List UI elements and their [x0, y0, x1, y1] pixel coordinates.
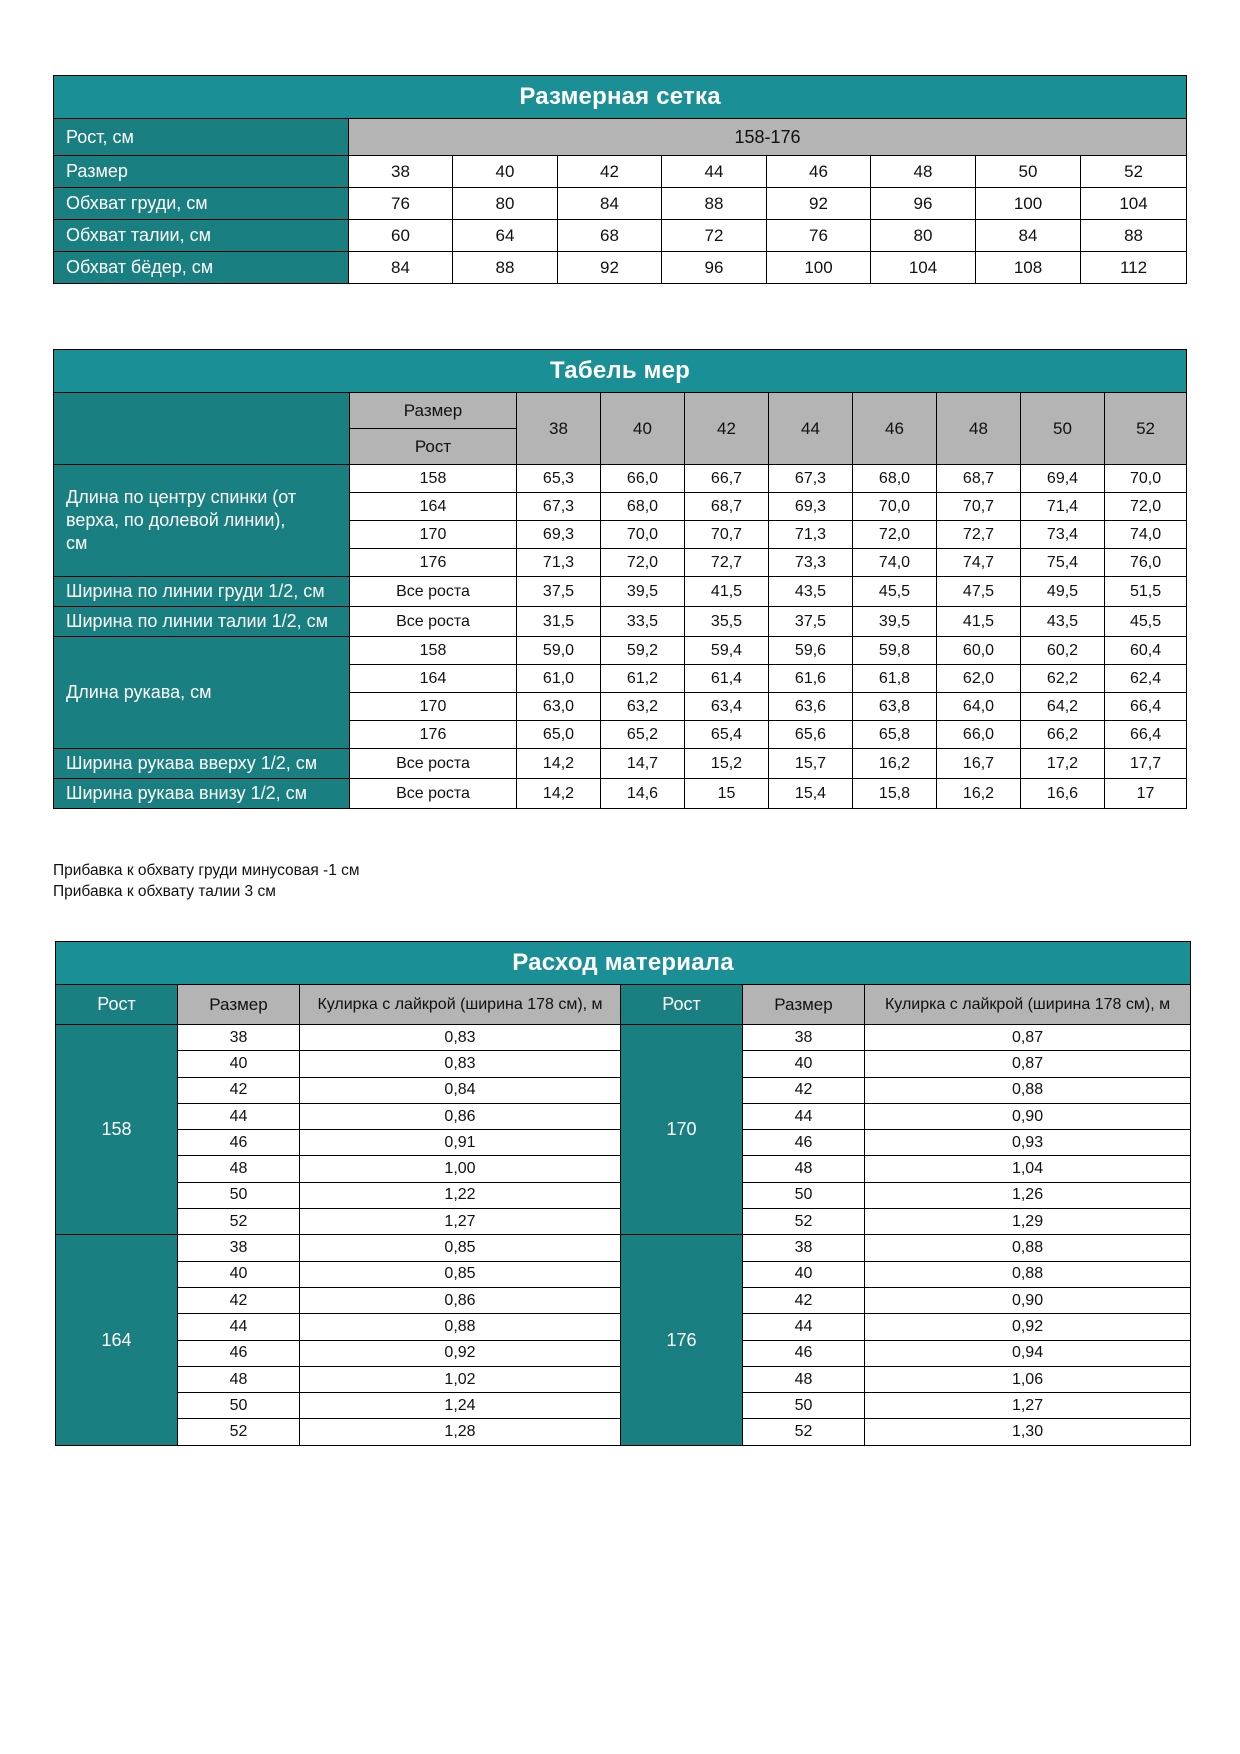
measurements-value-cell: 65,6 [769, 721, 853, 749]
size-chart-cell: 100 [767, 252, 871, 284]
measurements-value-cell: 63,8 [853, 693, 937, 721]
measurements-value-cell: 71,3 [517, 549, 601, 577]
measurements-height-cell: 164 [350, 665, 517, 693]
fabric-size-left: 46 [178, 1130, 300, 1156]
measurements-value-cell: 72,0 [1105, 493, 1187, 521]
fabric-size-left: 40 [178, 1051, 300, 1077]
fabric-value-right: 0,92 [865, 1314, 1191, 1340]
measurements-value-cell: 69,3 [769, 493, 853, 521]
measurements-height-cell: 158 [350, 637, 517, 665]
measurements-height-cell: Все роста [350, 577, 517, 607]
measurements-value-cell: 68,7 [937, 465, 1021, 493]
measurements-value-cell: 73,4 [1021, 521, 1105, 549]
size-chart-cell: 40 [453, 156, 558, 188]
measurements-value-cell: 47,5 [937, 577, 1021, 607]
fabric-value-left: 0,85 [300, 1235, 621, 1261]
size-chart-cell: 60 [349, 220, 453, 252]
measurements-size-header: 42 [685, 393, 769, 465]
size-chart-cell: 64 [453, 220, 558, 252]
measurements-height-cell: Все роста [350, 749, 517, 779]
measurements-value-cell: 65,3 [517, 465, 601, 493]
measurements-size-header: 44 [769, 393, 853, 465]
measurements-value-cell: 66,0 [601, 465, 685, 493]
measurements-value-cell: 66,4 [1105, 693, 1187, 721]
fabric-value-left: 1,27 [300, 1209, 621, 1235]
fabric-size-right: 44 [743, 1314, 865, 1340]
size-chart-cell: 100 [976, 188, 1081, 220]
measurements-value-cell: 17 [1105, 779, 1187, 809]
fabric-size-left: 42 [178, 1077, 300, 1103]
fabric-size-left: 44 [178, 1103, 300, 1129]
fabric-value-right: 0,87 [865, 1025, 1191, 1051]
measurements-value-cell: 15,2 [685, 749, 769, 779]
measurements-value-cell: 61,8 [853, 665, 937, 693]
measurements-value-cell: 70,0 [853, 493, 937, 521]
measurements-size-header: 38 [517, 393, 601, 465]
size-chart-title: Размерная сетка [54, 76, 1187, 119]
fabric-value-left: 1,02 [300, 1366, 621, 1392]
size-chart-cell: 112 [1081, 252, 1187, 284]
measurements-row-label: Ширина по линии груди 1/2, см [54, 577, 350, 607]
measurements-value-cell: 59,6 [769, 637, 853, 665]
fabric-size-right: 38 [743, 1235, 865, 1261]
size-chart-cell: 88 [453, 252, 558, 284]
measurements-value-cell: 66,4 [1105, 721, 1187, 749]
fabric-header-material-left: Кулирка с лайкрой (ширина 178 см), м [300, 985, 621, 1025]
measurements-row [54, 465, 1187, 493]
fabric-value-left: 1,00 [300, 1156, 621, 1182]
size-chart-table [53, 75, 1187, 284]
fabric-value-right: 0,88 [865, 1235, 1191, 1261]
fabric-value-left: 0,86 [300, 1103, 621, 1129]
measurements-value-cell: 16,2 [853, 749, 937, 779]
size-chart-cell: 48 [871, 156, 976, 188]
measurements-size-header: 52 [1105, 393, 1187, 465]
measurements-row [54, 637, 1187, 665]
measurements-height-cell: 176 [350, 721, 517, 749]
measurements-value-cell: 41,5 [937, 607, 1021, 637]
fabric-value-left: 0,86 [300, 1287, 621, 1313]
measurements-title: Табель мер [54, 350, 1187, 393]
fabric-value-right: 0,93 [865, 1130, 1191, 1156]
measurements-value-cell: 64,2 [1021, 693, 1105, 721]
measurements-value-cell: 43,5 [1021, 607, 1105, 637]
measurements-value-cell: 74,0 [853, 549, 937, 577]
fabric-size-left: 50 [178, 1182, 300, 1208]
measurements-row-label: Длина по центру спинки (от верха, по долевой линии), см [54, 465, 350, 577]
height-range: 158-176 [349, 119, 1187, 156]
fabric-size-right: 46 [743, 1130, 865, 1156]
measurements-value-cell: 75,4 [1021, 549, 1105, 577]
measurements-value-cell: 59,2 [601, 637, 685, 665]
measurements-value-cell: 63,6 [769, 693, 853, 721]
measurements-value-cell: 39,5 [601, 577, 685, 607]
measurements-value-cell: 72,0 [853, 521, 937, 549]
fabric-size-right: 44 [743, 1103, 865, 1129]
fabric-value-right: 0,87 [865, 1051, 1191, 1077]
fabric-size-right: 52 [743, 1419, 865, 1445]
size-chart-row [54, 220, 1187, 252]
fabric-value-right: 1,30 [865, 1419, 1191, 1445]
fabric-header-material-right: Кулирка с лайкрой (ширина 178 см), м [865, 985, 1191, 1025]
measurements-size-header: 50 [1021, 393, 1105, 465]
fabric-size-right: 50 [743, 1182, 865, 1208]
measurements-corner [54, 393, 350, 465]
fabric-value-right: 1,27 [865, 1393, 1191, 1419]
size-chart-cell: 52 [1081, 156, 1187, 188]
measurements-value-cell: 61,6 [769, 665, 853, 693]
measurements-row [54, 607, 1187, 637]
fabric-value-right: 0,90 [865, 1287, 1191, 1313]
measurements-value-cell: 69,4 [1021, 465, 1105, 493]
fabric-size-left: 52 [178, 1419, 300, 1445]
fabric-value-left: 0,84 [300, 1077, 621, 1103]
measurements-value-cell: 61,2 [601, 665, 685, 693]
fabric-value-right: 0,94 [865, 1340, 1191, 1366]
size-chart-cell: 50 [976, 156, 1081, 188]
size-chart-cell: 104 [871, 252, 976, 284]
measurements-value-cell: 72,0 [601, 549, 685, 577]
fabric-header-size-left: Размер [178, 985, 300, 1025]
measurements-value-cell: 66,0 [937, 721, 1021, 749]
size-chart-cell: 92 [767, 188, 871, 220]
measurements-value-cell: 67,3 [769, 465, 853, 493]
measurements-value-cell: 39,5 [853, 607, 937, 637]
fabric-size-left: 52 [178, 1209, 300, 1235]
size-chart-cell: 42 [558, 156, 662, 188]
measurements-value-cell: 17,7 [1105, 749, 1187, 779]
fabric-size-left: 40 [178, 1261, 300, 1287]
measurements-value-cell: 71,4 [1021, 493, 1105, 521]
size-chart-cell: 38 [349, 156, 453, 188]
measurements-value-cell: 76,0 [1105, 549, 1187, 577]
size-chart-cell: 84 [976, 220, 1081, 252]
fabric-consumption-table [55, 941, 1191, 1446]
size-chart-cell: 44 [662, 156, 767, 188]
measurements-row [54, 577, 1187, 607]
measurements-value-cell: 59,4 [685, 637, 769, 665]
fabric-size-right: 40 [743, 1261, 865, 1287]
size-chart-cell: 92 [558, 252, 662, 284]
fabric-value-right: 0,88 [865, 1261, 1191, 1287]
measurements-value-cell: 37,5 [769, 607, 853, 637]
measurements-value-cell: 69,3 [517, 521, 601, 549]
fabric-row [56, 1025, 1191, 1051]
measurements-value-cell: 70,7 [685, 521, 769, 549]
measurements-value-cell: 62,2 [1021, 665, 1105, 693]
measurements-value-cell: 59,8 [853, 637, 937, 665]
measurements-value-cell: 65,2 [601, 721, 685, 749]
size-chart-row-label: Обхват талии, см [54, 220, 349, 252]
measurements-value-cell: 15 [685, 779, 769, 809]
measurements-value-cell: 62,0 [937, 665, 1021, 693]
measurements-value-cell: 74,0 [1105, 521, 1187, 549]
fabric-size-right: 52 [743, 1209, 865, 1235]
size-chart-cell: 108 [976, 252, 1081, 284]
measurements-value-cell: 14,2 [517, 749, 601, 779]
measurements-value-cell: 31,5 [517, 607, 601, 637]
fabric-size-left: 48 [178, 1366, 300, 1392]
measurements-height-cell: 164 [350, 493, 517, 521]
measurements-value-cell: 68,0 [601, 493, 685, 521]
measurements-value-cell: 60,4 [1105, 637, 1187, 665]
measurements-value-cell: 63,4 [685, 693, 769, 721]
measurements-value-cell: 68,0 [853, 465, 937, 493]
measurements-value-cell: 16,7 [937, 749, 1021, 779]
size-chart-row [54, 188, 1187, 220]
measurements-value-cell: 60,0 [937, 637, 1021, 665]
size-chart-cell: 80 [871, 220, 976, 252]
measurements-value-cell: 61,0 [517, 665, 601, 693]
measurements-value-cell: 71,3 [769, 521, 853, 549]
measurements-value-cell: 45,5 [853, 577, 937, 607]
fabric-value-left: 1,28 [300, 1419, 621, 1445]
measurements-value-cell: 14,6 [601, 779, 685, 809]
fabric-size-right: 38 [743, 1025, 865, 1051]
size-chart-row [54, 156, 1187, 188]
fabric-size-right: 50 [743, 1393, 865, 1419]
fabric-title: Расход материала [56, 942, 1191, 985]
fabric-size-left: 46 [178, 1340, 300, 1366]
measurements-value-cell: 64,0 [937, 693, 1021, 721]
measurements-value-cell: 51,5 [1105, 577, 1187, 607]
measurements-value-cell: 72,7 [937, 521, 1021, 549]
measurements-value-cell: 68,7 [685, 493, 769, 521]
measurements-row [54, 749, 1187, 779]
size-chart-cell: 68 [558, 220, 662, 252]
size-chart-cell: 46 [767, 156, 871, 188]
measurements-value-cell: 72,7 [685, 549, 769, 577]
measurements-value-cell: 14,2 [517, 779, 601, 809]
fabric-value-left: 0,91 [300, 1130, 621, 1156]
size-chart-row [54, 252, 1187, 284]
measurements-value-cell: 33,5 [601, 607, 685, 637]
height-header: Рост [350, 429, 517, 465]
fabric-value-left: 0,92 [300, 1340, 621, 1366]
size-chart-cell: 76 [767, 220, 871, 252]
measurements-table [53, 349, 1187, 809]
measurements-value-cell: 49,5 [1021, 577, 1105, 607]
measurements-height-cell: Все роста [350, 779, 517, 809]
measurements-height-cell: 176 [350, 549, 517, 577]
measurements-height-cell: Все роста [350, 607, 517, 637]
measurements-value-cell: 65,0 [517, 721, 601, 749]
measurements-value-cell: 74,7 [937, 549, 1021, 577]
measurements-row [54, 779, 1187, 809]
fabric-row [56, 1235, 1191, 1261]
measurements-value-cell: 63,0 [517, 693, 601, 721]
fabric-header-height-right: Рост [621, 985, 743, 1025]
measurements-value-cell: 35,5 [685, 607, 769, 637]
fabric-value-left: 0,83 [300, 1025, 621, 1051]
fabric-value-right: 1,26 [865, 1182, 1191, 1208]
fabric-header-size-right: Размер [743, 985, 865, 1025]
measurements-row-label: Ширина рукава вверху 1/2, см [54, 749, 350, 779]
size-chart-cell: 72 [662, 220, 767, 252]
notes [53, 860, 360, 902]
fabric-header-height-left: Рост [56, 985, 178, 1025]
measurements-value-cell: 43,5 [769, 577, 853, 607]
fabric-height-left: 164 [56, 1235, 178, 1445]
measurements-value-cell: 73,3 [769, 549, 853, 577]
fabric-value-right: 1,04 [865, 1156, 1191, 1182]
size-chart-cell: 104 [1081, 188, 1187, 220]
fabric-height-right: 170 [621, 1025, 743, 1235]
fabric-value-right: 0,88 [865, 1077, 1191, 1103]
size-chart-row-label: Размер [54, 156, 349, 188]
fabric-size-right: 42 [743, 1077, 865, 1103]
size-chart-cell: 88 [1081, 220, 1187, 252]
measurements-row-label: Ширина рукава внизу 1/2, см [54, 779, 350, 809]
measurements-size-header: 46 [853, 393, 937, 465]
measurements-value-cell: 15,8 [853, 779, 937, 809]
measurements-value-cell: 66,2 [1021, 721, 1105, 749]
fabric-value-right: 1,29 [865, 1209, 1191, 1235]
measurements-value-cell: 63,2 [601, 693, 685, 721]
size-chart-row-label: Обхват груди, см [54, 188, 349, 220]
fabric-size-left: 42 [178, 1287, 300, 1313]
measurements-row-label: Ширина по линии талии 1/2, см [54, 607, 350, 637]
fabric-value-right: 0,90 [865, 1103, 1191, 1129]
fabric-size-right: 48 [743, 1366, 865, 1392]
size-header: Размер [350, 393, 517, 429]
fabric-size-left: 38 [178, 1235, 300, 1261]
fabric-value-left: 1,22 [300, 1182, 621, 1208]
size-chart-row-label: Обхват бёдер, см [54, 252, 349, 284]
measurements-size-header: 40 [601, 393, 685, 465]
fabric-value-left: 0,88 [300, 1314, 621, 1340]
fabric-size-left: 44 [178, 1314, 300, 1340]
measurements-height-cell: 170 [350, 693, 517, 721]
size-chart-cell: 84 [558, 188, 662, 220]
fabric-size-right: 40 [743, 1051, 865, 1077]
measurements-value-cell: 16,6 [1021, 779, 1105, 809]
measurements-value-cell: 70,7 [937, 493, 1021, 521]
measurements-size-header: 48 [937, 393, 1021, 465]
measurements-value-cell: 65,4 [685, 721, 769, 749]
measurements-height-cell: 170 [350, 521, 517, 549]
fabric-size-right: 48 [743, 1156, 865, 1182]
fabric-value-left: 0,85 [300, 1261, 621, 1287]
measurements-row-label: Длина рукава, см [54, 637, 350, 749]
size-chart-cell: 76 [349, 188, 453, 220]
measurements-value-cell: 17,2 [1021, 749, 1105, 779]
measurements-value-cell: 62,4 [1105, 665, 1187, 693]
size-chart-cell: 80 [453, 188, 558, 220]
measurements-value-cell: 60,2 [1021, 637, 1105, 665]
fabric-size-left: 50 [178, 1393, 300, 1419]
note-chest: Прибавка к обхвату груди минусовая -1 см [53, 862, 360, 879]
measurements-value-cell: 37,5 [517, 577, 601, 607]
measurements-value-cell: 15,4 [769, 779, 853, 809]
fabric-value-left: 0,83 [300, 1051, 621, 1077]
size-chart-cell: 96 [662, 252, 767, 284]
note-waist: Прибавка к обхвату талии 3 см [53, 883, 276, 900]
fabric-height-left: 158 [56, 1025, 178, 1235]
measurements-value-cell: 70,0 [1105, 465, 1187, 493]
measurements-value-cell: 65,8 [853, 721, 937, 749]
measurements-value-cell: 16,2 [937, 779, 1021, 809]
measurements-value-cell: 67,3 [517, 493, 601, 521]
measurements-value-cell: 14,7 [601, 749, 685, 779]
fabric-height-right: 176 [621, 1235, 743, 1445]
fabric-size-left: 38 [178, 1025, 300, 1051]
measurements-value-cell: 70,0 [601, 521, 685, 549]
size-chart-cell: 96 [871, 188, 976, 220]
fabric-value-left: 1,24 [300, 1393, 621, 1419]
measurements-value-cell: 41,5 [685, 577, 769, 607]
height-label: Рост, см [54, 119, 349, 156]
measurements-value-cell: 15,7 [769, 749, 853, 779]
measurements-height-cell: 158 [350, 465, 517, 493]
size-chart-cell: 84 [349, 252, 453, 284]
fabric-value-right: 1,06 [865, 1366, 1191, 1392]
fabric-size-right: 42 [743, 1287, 865, 1313]
measurements-value-cell: 59,0 [517, 637, 601, 665]
measurements-value-cell: 66,7 [685, 465, 769, 493]
size-chart-cell: 88 [662, 188, 767, 220]
fabric-size-left: 48 [178, 1156, 300, 1182]
measurements-value-cell: 45,5 [1105, 607, 1187, 637]
fabric-size-right: 46 [743, 1340, 865, 1366]
measurements-value-cell: 61,4 [685, 665, 769, 693]
